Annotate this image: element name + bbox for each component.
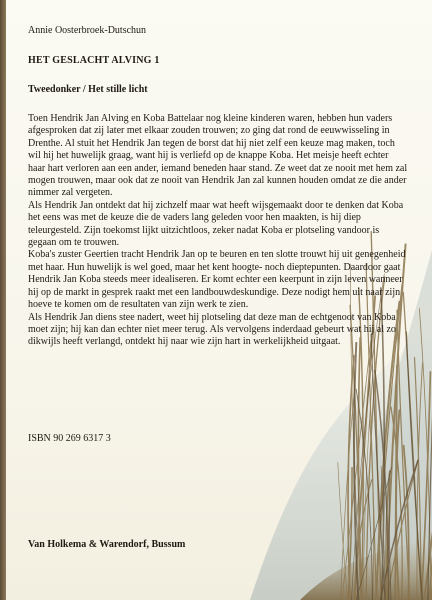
book-subtitle: Tweedonker / Het stille licht [28,84,148,95]
blurb-text [28,113,408,349]
blurb-paragraph: Toen Hendrik Jan Alving en Koba Battelaar nog kleine kinderen waren, hebben hun vaders afgesproken dat zij later met elkaar zouden trouwen; zo ging dat rond de eeuwwisseling in Drenthe. Al stuit het Hendrik Jan tegen de borst dat hij niet zelf een keuze mag maken, toch wil hij het huwelijk graag, want hij is verliefd op de knappe Koba. Het meisje heeft echter haar hart verloren aan een ander, iemand beneden haar stand. Ze weet dat ze nooit met hem zal mogen trouwen, maar ook dat ze nooit van Hendrik Jan zal kunnen houden omdat ze die ander nimmer zal vergeten. [28,113,408,199]
blurb-paragraph: Als Hendrik Jan diens stee nadert, weet hij plotseling dat deze man de echtgenoot van Koba moet zijn; hij kan dan echter niet meer terug. Als vervolgens inderdaad gebeurt wat hij al zo dikwijls heeft verlangd, ontdekt hij naar wie zijn hart in werkelijkheid uitgaat. [28,311,396,348]
blurb-paragraph: Koba's zuster Geertien tracht Hendrik Jan op te beuren en ten slotte trouwt hij uit genegenheid met haar. Hun huwelijk is wel goed, maar het kent hoogte- noch dieptepunten. Daardoor gaat Hendrik Jan Koba steeds meer idealiseren. Er komt echter een keerpunt in zijn leven wanneer hij op de markt in gesprek raakt met een landbouwdeskundige. Deze nodigt hem uit naar zijn hoeve te komen om de resultaten van zijn werk te zien. [28,249,406,311]
author-name: Annie Oosterbroek-Dutschun [28,25,147,36]
blurb-paragraph: Als Hendrik Jan ontdekt dat hij zichzelf maar wat heeft wijsgemaakt door te denken dat Koba het eens was met de keuze die de vaders lang geleden voor hen maakten, is hij diep teleurgesteld. Zijn toekomst lijkt uitzichtloos, zeker nadat Koba er plotseling vandoor is gegaan om te trouwen. [28,199,404,249]
isbn-number: ISBN 90 269 6317 3 [28,433,111,444]
publisher-name: Van Holkema & Warendorf, Bussum [28,539,186,550]
series-title: HET GESLACHT ALVING 1 [28,55,160,66]
